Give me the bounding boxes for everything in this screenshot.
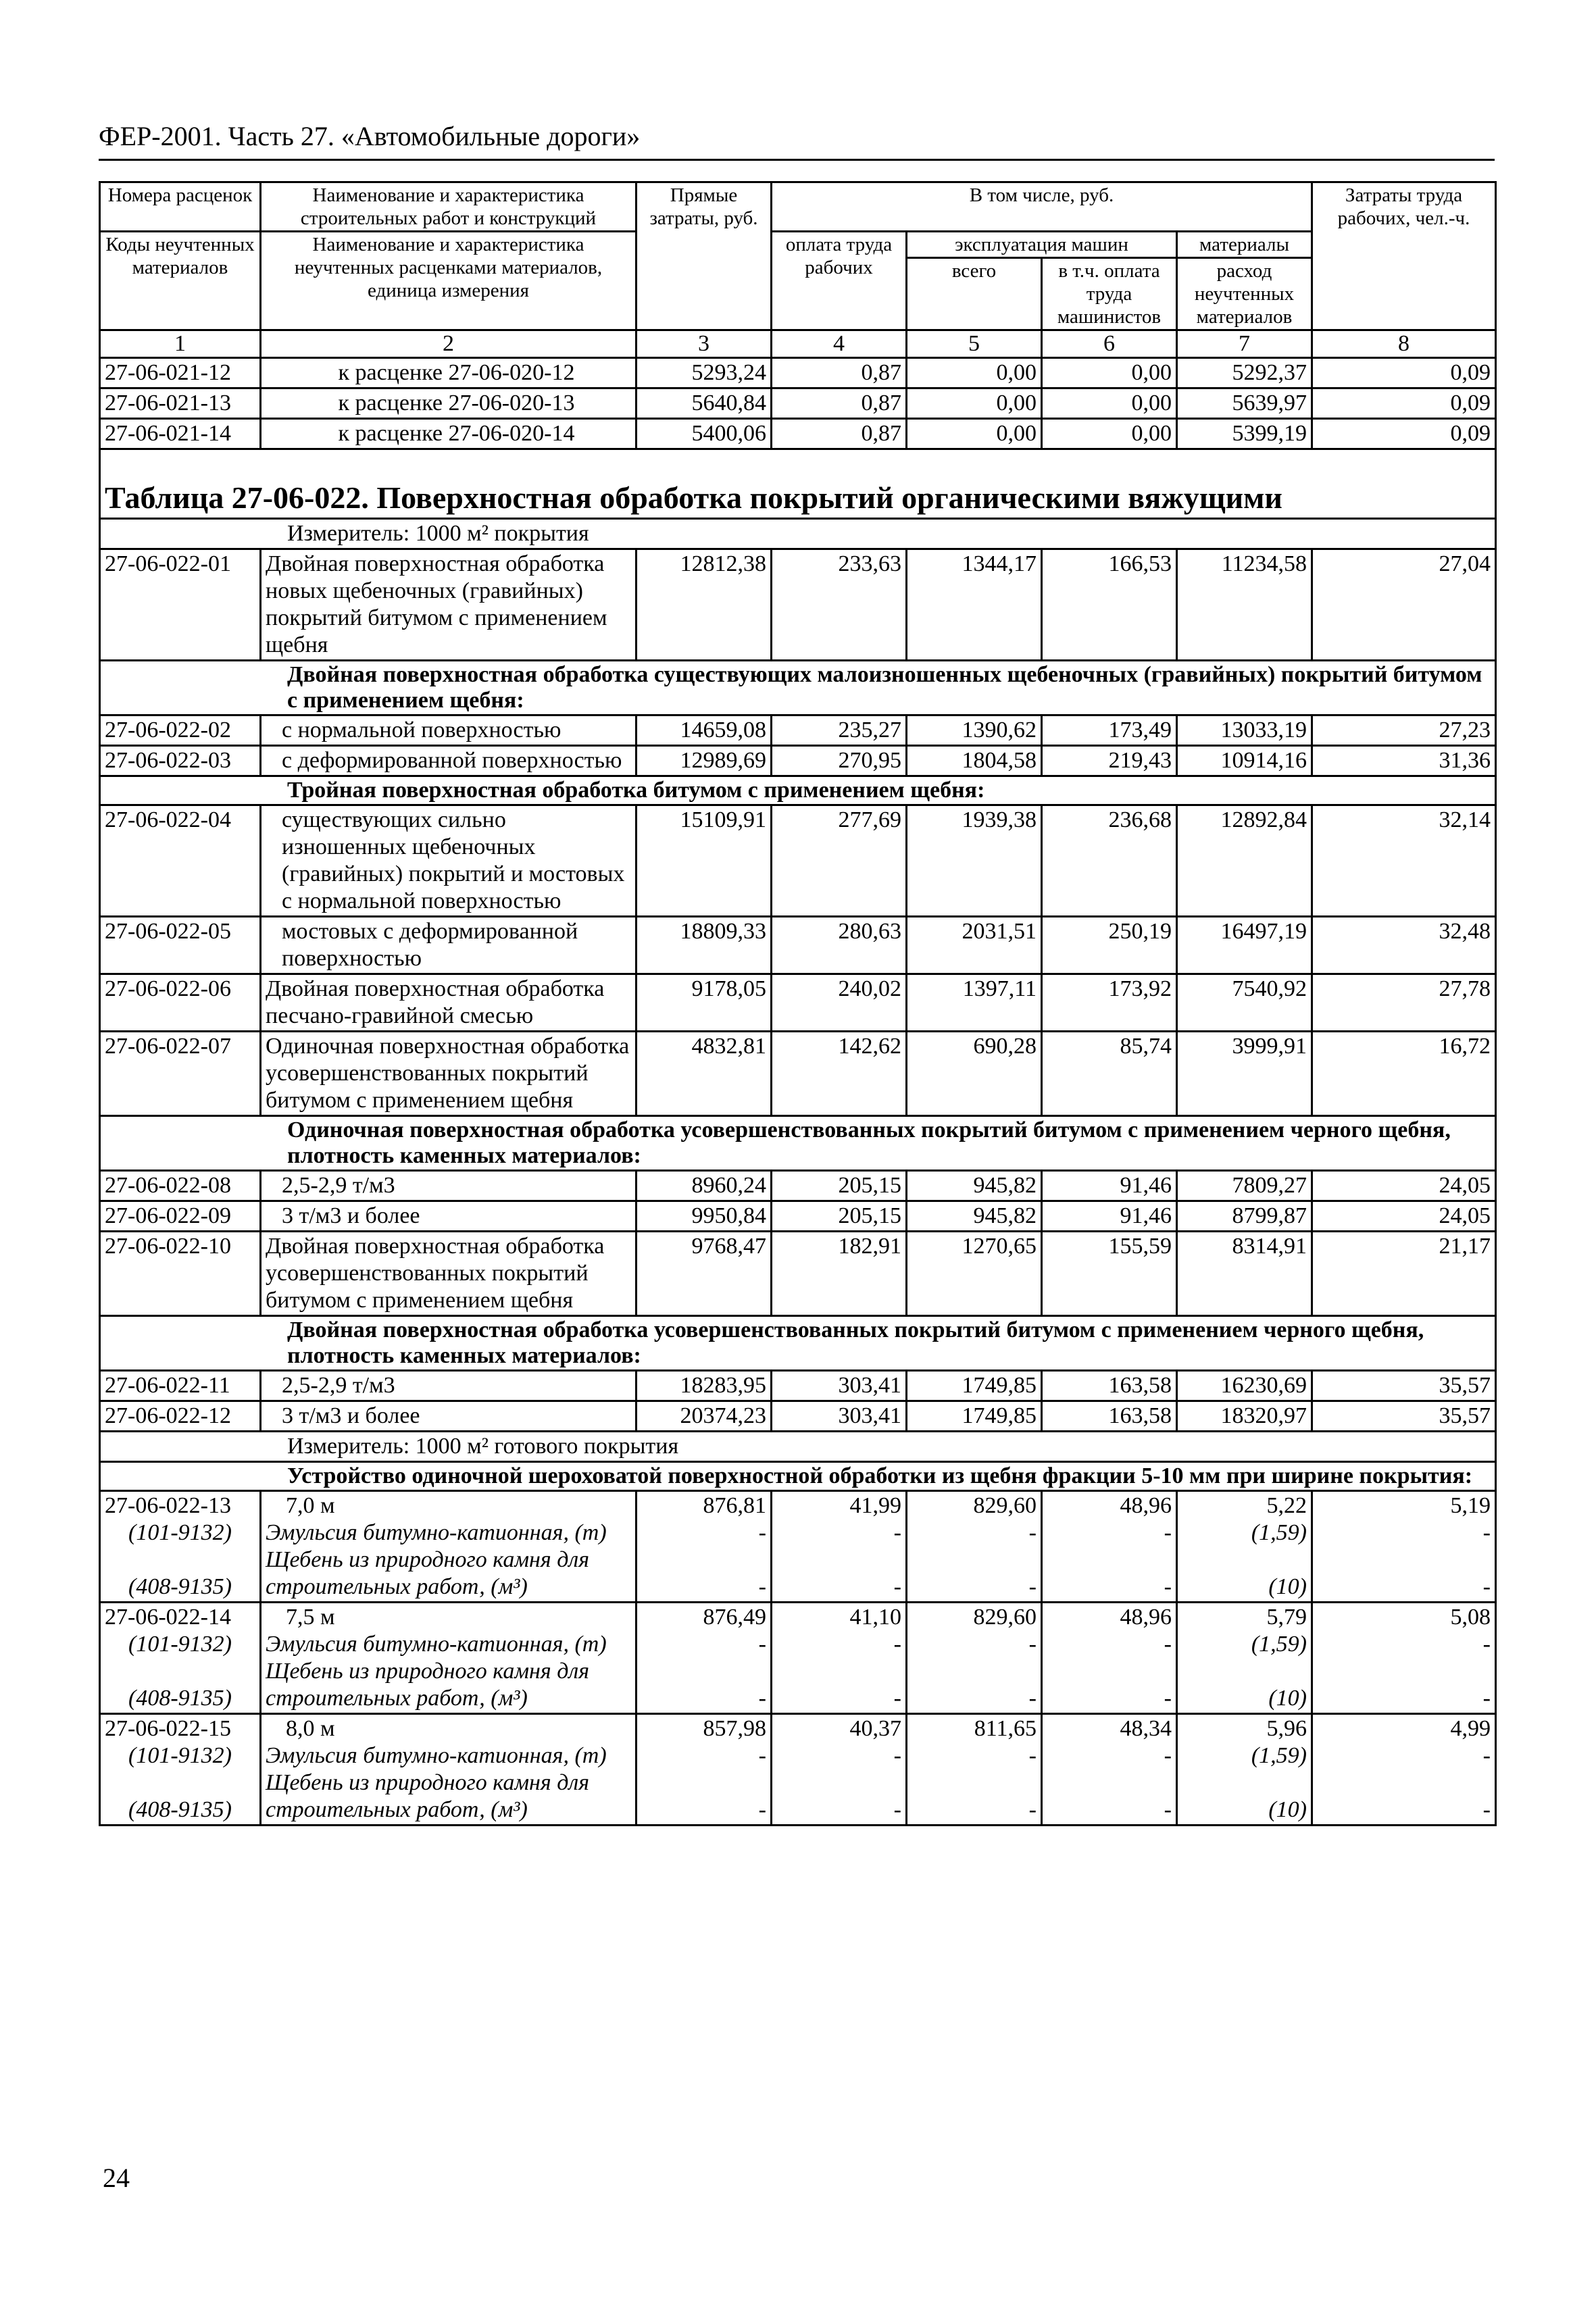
machinists-pay: 0,00: [1042, 419, 1177, 449]
material-code: (101-9132): [128, 1520, 232, 1545]
direct-cost: 18283,95: [637, 1371, 772, 1401]
labor-pay: 235,27: [772, 715, 907, 746]
rate-code: 27-06-021-12: [100, 358, 261, 388]
material-name: Эмульсия битумно-катионная, (т): [266, 1520, 607, 1545]
dash: -: [758, 1520, 766, 1545]
material-name: Щебень из природного камня для строительных работ, (м³): [266, 1547, 590, 1599]
machines-total: 945,82: [907, 1171, 1042, 1201]
material-qty: (10): [1268, 1686, 1307, 1711]
column-number: 3: [637, 330, 772, 358]
dash: -: [1482, 1743, 1491, 1768]
materials-cost: 7809,27: [1177, 1171, 1312, 1201]
rate-code: [100, 1714, 261, 1826]
labor-pay: 240,02: [772, 974, 907, 1032]
direct-cost: 4832,81: [637, 1032, 772, 1116]
material-qty: (1,59): [1251, 1520, 1307, 1545]
rate-name: 2,5-2,9 т/м3: [261, 1171, 637, 1201]
labor-pay: 182,91: [772, 1232, 907, 1316]
machinists-pay: 173,92: [1042, 974, 1177, 1032]
table-row: [100, 358, 1496, 388]
labor-hours: 4,99: [1450, 1716, 1491, 1741]
machines-total: 1270,65: [907, 1232, 1042, 1316]
machinists-pay: 0,00: [1042, 388, 1177, 419]
table-row: [100, 419, 1496, 449]
column-number: 8: [1312, 330, 1496, 358]
rate-name: Двойная поверхностная обработка усовершенствованных покрытий битумом с применением щебня: [261, 1232, 637, 1316]
dash: -: [1028, 1632, 1037, 1657]
spacer-row: [100, 449, 1496, 479]
dash: -: [758, 1686, 766, 1711]
materials-cost: 5,96: [1266, 1716, 1307, 1741]
machines-total: 1749,85: [907, 1371, 1042, 1401]
rate-name: Одиночная поверхностная обработка усовершенствованных покрытий битумом с применением щебня: [261, 1032, 637, 1116]
labor-hours: 31,36: [1312, 746, 1496, 776]
rate-name: 7,0 м: [286, 1493, 335, 1518]
dash: -: [1482, 1632, 1491, 1657]
material-qty: (10): [1268, 1574, 1307, 1599]
materials-cost: 11234,58: [1177, 549, 1312, 661]
direct-cost: 14659,08: [637, 715, 772, 746]
rate-name: 8,0 м: [286, 1716, 335, 1741]
machines-total: 1390,62: [907, 715, 1042, 746]
direct-cost: 8960,24: [637, 1171, 772, 1201]
material-code: (408-9135): [128, 1686, 232, 1711]
materials-cost: 12892,84: [1177, 805, 1312, 917]
dash: -: [1028, 1686, 1037, 1711]
header-row-1: [100, 182, 1496, 232]
table-row: [100, 1371, 1496, 1401]
labor-pay: 0,87: [772, 388, 907, 419]
machines-total: 0,00: [907, 388, 1042, 419]
dash: -: [893, 1686, 901, 1711]
direct-cost: 5293,24: [637, 358, 772, 388]
labor-pay: 0,87: [772, 358, 907, 388]
labor-hours: 5,19: [1450, 1493, 1491, 1518]
column-number: 7: [1177, 330, 1312, 358]
header-rule: [99, 159, 1495, 161]
table-row: [100, 974, 1496, 1032]
dash: -: [1482, 1686, 1491, 1711]
materials-cost: 5,22: [1266, 1493, 1307, 1518]
group-heading-row: [100, 776, 1496, 805]
direct-cost: 20374,23: [637, 1401, 772, 1432]
materials-group-header: материалы: [1177, 232, 1312, 258]
material-code: (408-9135): [128, 1797, 232, 1822]
labor-pay: 41,10: [849, 1605, 901, 1630]
table-row: [100, 388, 1496, 419]
materials-cost: 5399,19: [1177, 419, 1312, 449]
dash: -: [758, 1574, 766, 1599]
rate-code-value: 27-06-022-13: [105, 1493, 231, 1518]
group-heading-row: [100, 661, 1496, 715]
group-heading-row: [100, 1462, 1496, 1491]
materials-cost: 5,79: [1266, 1605, 1307, 1630]
dash: -: [893, 1520, 901, 1545]
dash: -: [1164, 1743, 1172, 1768]
materials-cost: 10914,16: [1177, 746, 1312, 776]
dash: -: [758, 1743, 766, 1768]
materials-cost: 8314,91: [1177, 1232, 1312, 1316]
rate-code: 27-06-021-13: [100, 388, 261, 419]
rate-name: мостовых с деформированной поверхностью: [261, 917, 637, 974]
page-number: 24: [103, 2163, 130, 2193]
column-number: 6: [1042, 330, 1177, 358]
machines-total: 2031,51: [907, 917, 1042, 974]
machines-group-header: эксплуатация машин: [907, 232, 1177, 258]
dash: -: [1028, 1520, 1037, 1545]
direct-cost: 9950,84: [637, 1201, 772, 1232]
labor-hours: 21,17: [1312, 1232, 1496, 1316]
materials-cost: 16230,69: [1177, 1371, 1312, 1401]
dash: -: [1164, 1632, 1172, 1657]
table-row: [100, 715, 1496, 746]
rate-name: 7,5 м: [286, 1605, 335, 1630]
machinists-pay: 163,58: [1042, 1371, 1177, 1401]
materials-cost: 7540,92: [1177, 974, 1312, 1032]
col2-header-top: Наименование и характеристика строительных работ и конструкций: [261, 182, 637, 232]
labor-hours: 27,04: [1312, 549, 1496, 661]
dash: -: [758, 1632, 766, 1657]
rate-code: 27-06-021-14: [100, 419, 261, 449]
rate-code: [100, 1603, 261, 1714]
dash: -: [1028, 1797, 1037, 1822]
rate-name: с деформированной поверхностью: [261, 746, 637, 776]
materials-cost: 8799,87: [1177, 1201, 1312, 1232]
material-name: Щебень из природного камня для строительных работ, (м³): [266, 1659, 590, 1711]
labor-pay: 0,87: [772, 419, 907, 449]
labor-pay: 142,62: [772, 1032, 907, 1116]
table-title: Таблица 27-06-022. Поверхностная обработка покрытий органическими вяжущими: [100, 478, 1496, 519]
rate-name: к расценке 27-06-020-12: [261, 358, 637, 388]
labor-pay: 280,63: [772, 917, 907, 974]
table-row: [100, 746, 1496, 776]
group-heading: Устройство одиночной шероховатой поверхностной обработки из щебня фракции 5-10 мм при ширине покрытия:: [100, 1462, 1496, 1491]
table-row: [100, 1491, 1496, 1603]
labor-hours: 32,14: [1312, 805, 1496, 917]
material-code: (101-9132): [128, 1632, 232, 1657]
group-heading: Тройная поверхностная обработка битумом с применением щебня:: [100, 776, 1496, 805]
table-row: [100, 1603, 1496, 1714]
group-heading: Одиночная поверхностная обработка усовершенствованных покрытий битумом с применением черного щебня, плотность каменных материалов:: [100, 1116, 1496, 1171]
rate-name: с нормальной поверхностью: [261, 715, 637, 746]
direct-cost: 857,98: [703, 1716, 766, 1741]
column-numbers-row: [100, 330, 1496, 358]
labor-pay: 205,15: [772, 1201, 907, 1232]
table-row: [100, 549, 1496, 661]
labor-hours: 0,09: [1312, 388, 1496, 419]
rate-name: 3 т/м3 и более: [261, 1201, 637, 1232]
machinists-pay: 236,68: [1042, 805, 1177, 917]
dash: -: [1482, 1574, 1491, 1599]
dash: -: [1028, 1574, 1037, 1599]
rate-code: 27-06-022-07: [100, 1032, 261, 1116]
rate-name: 2,5-2,9 т/м3: [261, 1371, 637, 1401]
dash: -: [1164, 1797, 1172, 1822]
table-row: [100, 1171, 1496, 1201]
rate-code: 27-06-022-06: [100, 974, 261, 1032]
direct-cost: 5400,06: [637, 419, 772, 449]
dash: -: [1028, 1743, 1037, 1768]
direct-cost: 9768,47: [637, 1232, 772, 1316]
dash: -: [1482, 1797, 1491, 1822]
table-row: [100, 1201, 1496, 1232]
rate-name: к расценке 27-06-020-14: [261, 419, 637, 449]
materials-cost: 16497,19: [1177, 917, 1312, 974]
col8-header: Затраты труда рабочих, чел.-ч.: [1312, 182, 1496, 330]
machinists-pay: 163,58: [1042, 1401, 1177, 1432]
machines-total: 811,65: [974, 1716, 1037, 1741]
material-name: Эмульсия битумно-катионная, (т): [266, 1743, 607, 1768]
labor-hours: 27,78: [1312, 974, 1496, 1032]
dash: -: [1482, 1520, 1491, 1545]
material-qty: (1,59): [1251, 1632, 1307, 1657]
rate-code: 27-06-022-03: [100, 746, 261, 776]
table-title-row: [100, 478, 1496, 519]
machinists-pay: 155,59: [1042, 1232, 1177, 1316]
rate-code: 27-06-022-12: [100, 1401, 261, 1432]
labor-hours: 27,23: [1312, 715, 1496, 746]
machinists-pay: 250,19: [1042, 917, 1177, 974]
dash: -: [893, 1797, 901, 1822]
direct-cost: 876,49: [703, 1605, 766, 1630]
rate-code: 27-06-022-05: [100, 917, 261, 974]
machines-total: 1749,85: [907, 1401, 1042, 1432]
labor-hours: 16,72: [1312, 1032, 1496, 1116]
labor-hours: 35,57: [1312, 1371, 1496, 1401]
rate-code-value: 27-06-022-14: [105, 1605, 231, 1630]
col3-header: Прямые затраты, руб.: [637, 182, 772, 330]
group-heading: Двойная поверхностная обработка существующих малоизношенных щебеночных (гравийных) покрытий битумом с применением щебня:: [100, 661, 1496, 715]
material-name: Эмульсия битумно-катионная, (т): [266, 1632, 607, 1657]
rate-code: 27-06-022-02: [100, 715, 261, 746]
direct-cost: 9178,05: [637, 974, 772, 1032]
machinists-pay: 219,43: [1042, 746, 1177, 776]
column-number: 5: [907, 330, 1042, 358]
meter-row: [100, 519, 1496, 549]
table-row: [100, 805, 1496, 917]
rate-code: 27-06-022-08: [100, 1171, 261, 1201]
labor-pay: 303,41: [772, 1371, 907, 1401]
table-row: [100, 917, 1496, 974]
machinists-pay: 48,96: [1120, 1605, 1172, 1630]
column-number: 2: [261, 330, 637, 358]
labor-hours: 35,57: [1312, 1401, 1496, 1432]
group-heading: Двойная поверхностная обработка усовершенствованных покрытий битумом с применением черного щебня, плотность каменных материалов:: [100, 1316, 1496, 1371]
machinists-pay: 0,00: [1042, 358, 1177, 388]
labor-hours: 0,09: [1312, 419, 1496, 449]
col1-header-top: Номера расценок: [100, 182, 261, 232]
material-qty: (10): [1268, 1797, 1307, 1822]
meter-label: Измеритель: 1000 м² готового покрытия: [100, 1432, 1496, 1462]
materials-cost: 18320,97: [1177, 1401, 1312, 1432]
table-row: [100, 1714, 1496, 1826]
machinists-pay: 48,34: [1120, 1716, 1172, 1741]
labor-hours: 24,05: [1312, 1171, 1496, 1201]
running-header: ФЕР-2001. Часть 27. «Автомобильные дороги»: [99, 121, 641, 151]
machinists-pay: 166,53: [1042, 549, 1177, 661]
dash: -: [758, 1797, 766, 1822]
direct-cost: 12812,38: [637, 549, 772, 661]
direct-cost: 12989,69: [637, 746, 772, 776]
rate-name: Двойная поверхностная обработка песчано-гравийной смесью: [261, 974, 637, 1032]
materials-cost: 3999,91: [1177, 1032, 1312, 1116]
col2-header-bottom: Наименование и характеристика неучтенных расценками материалов, единица измерения: [261, 232, 637, 330]
rate-name: существующих сильно изношенных щебеночных (гравийных) покрытий и мостовых с нормальной поверхностью: [261, 805, 637, 917]
labor-pay: 270,95: [772, 746, 907, 776]
meter-label: Измеритель: 1000 м² покрытия: [100, 519, 1496, 549]
machinists-pay: 85,74: [1042, 1032, 1177, 1116]
material-code: (408-9135): [128, 1574, 232, 1599]
rate-code: 27-06-022-01: [100, 549, 261, 661]
dash: -: [893, 1632, 901, 1657]
col4-header: оплата труда рабочих: [772, 232, 907, 330]
labor-hours: 24,05: [1312, 1201, 1496, 1232]
machinists-pay: 48,96: [1120, 1493, 1172, 1518]
col6-header: в т.ч. оплата труда машинистов: [1042, 258, 1177, 330]
material-code: (101-9132): [128, 1743, 232, 1768]
rate-code: 27-06-022-09: [100, 1201, 261, 1232]
group-heading-row: [100, 1316, 1496, 1371]
machines-total: 0,00: [907, 419, 1042, 449]
material-qty: (1,59): [1251, 1743, 1307, 1768]
material-name: Щебень из природного камня для строительных работ, (м³): [266, 1770, 590, 1822]
machines-total: 0,00: [907, 358, 1042, 388]
rate-code-value: 27-06-022-15: [105, 1716, 231, 1741]
labor-pay: 233,63: [772, 549, 907, 661]
machines-total: 945,82: [907, 1201, 1042, 1232]
direct-cost: 876,81: [703, 1493, 766, 1518]
rate-code: 27-06-022-11: [100, 1371, 261, 1401]
col5-header: всего: [907, 258, 1042, 330]
labor-pay: 40,37: [849, 1716, 901, 1741]
table-row: [100, 1032, 1496, 1116]
dash: -: [1164, 1520, 1172, 1545]
machines-total: 1804,58: [907, 746, 1042, 776]
dash: -: [1164, 1574, 1172, 1599]
rate-name: Двойная поверхностная обработка новых щебеночных (гравийных) покрытий битумом с применением щебня: [261, 549, 637, 661]
column-number: 4: [772, 330, 907, 358]
rate-name: к расценке 27-06-020-13: [261, 388, 637, 419]
labor-hours: 0,09: [1312, 358, 1496, 388]
labor-hours: 32,48: [1312, 917, 1496, 974]
machinists-pay: 173,49: [1042, 715, 1177, 746]
table-row: [100, 1401, 1496, 1432]
materials-cost: 13033,19: [1177, 715, 1312, 746]
direct-cost: 18809,33: [637, 917, 772, 974]
including-group-header: В том числе, руб.: [772, 182, 1312, 232]
rate-code: 27-06-022-04: [100, 805, 261, 917]
machines-total: 1397,11: [907, 974, 1042, 1032]
labor-pay: 303,41: [772, 1401, 907, 1432]
rate-code: 27-06-022-10: [100, 1232, 261, 1316]
machines-total: 829,60: [973, 1605, 1037, 1630]
meter-row: [100, 1432, 1496, 1462]
machines-total: 1344,17: [907, 549, 1042, 661]
labor-hours: 5,08: [1450, 1605, 1491, 1630]
materials-cost: 5292,37: [1177, 358, 1312, 388]
col7-header: расход неучтенных материалов: [1177, 258, 1312, 330]
group-heading-row: [100, 1116, 1496, 1171]
header-row-2: [100, 232, 1496, 258]
machines-total: 690,28: [907, 1032, 1042, 1116]
machines-total: 1939,38: [907, 805, 1042, 917]
col1-header-bottom: Коды неучтенных материалов: [100, 232, 261, 330]
dash: -: [893, 1574, 901, 1599]
rate-name: 3 т/м3 и более: [261, 1401, 637, 1432]
direct-cost: 15109,91: [637, 805, 772, 917]
direct-cost: 5640,84: [637, 388, 772, 419]
rate-code: [100, 1491, 261, 1603]
rates-table: [99, 181, 1497, 1826]
machinists-pay: 91,46: [1042, 1201, 1177, 1232]
machinists-pay: 91,46: [1042, 1171, 1177, 1201]
column-number: 1: [100, 330, 261, 358]
materials-cost: 5639,97: [1177, 388, 1312, 419]
table-row: [100, 1232, 1496, 1316]
dash: -: [893, 1743, 901, 1768]
machines-total: 829,60: [973, 1493, 1037, 1518]
labor-pay: 277,69: [772, 805, 907, 917]
dash: -: [1164, 1686, 1172, 1711]
labor-pay: 41,99: [849, 1493, 901, 1518]
labor-pay: 205,15: [772, 1171, 907, 1201]
